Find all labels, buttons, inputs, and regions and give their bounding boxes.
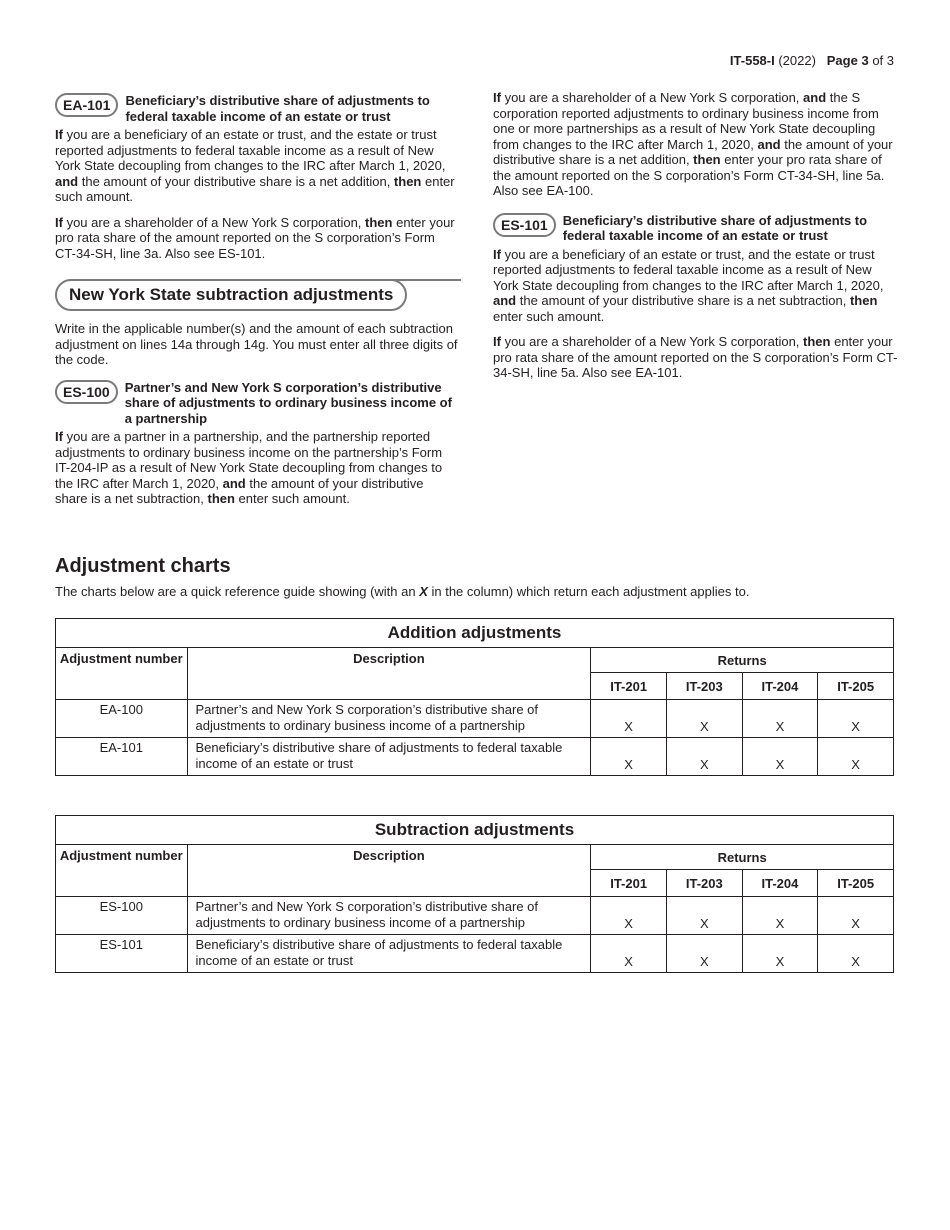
applies-mark: X: [818, 738, 894, 776]
es100-heading: [55, 380, 458, 427]
left-column: [55, 93, 458, 517]
form-year: (2022): [778, 53, 816, 68]
col-return-code: IT-201: [591, 870, 667, 897]
adjustment-number: ES-100: [56, 897, 188, 935]
applies-mark: X: [591, 935, 667, 973]
es100-code-badge: ES-100: [55, 380, 118, 404]
col-returns: Returns: [591, 845, 894, 870]
ea101-paragraph-1: If you are a beneficiary of an estate or trust, and the estate or trust reported adjustments to federal taxable income as a result of New York State decoupling from changes to the IRC after March 1, 2020, and the amount of your distributive share is a net addition, then enter such amount.: [55, 127, 455, 204]
applies-mark: X: [742, 700, 818, 738]
ea101-heading: [55, 93, 458, 124]
applies-mark: X: [742, 738, 818, 776]
page-header: [730, 53, 894, 68]
page-of: of 3: [872, 53, 894, 68]
applies-mark: X: [742, 935, 818, 973]
applies-mark: X: [666, 897, 742, 935]
es101-title: Beneficiary’s distributive share of adjustments to federal taxable income of an estate or trust: [562, 212, 868, 243]
table-row: [56, 897, 894, 935]
applies-mark: X: [591, 700, 667, 738]
table-row: [56, 700, 894, 738]
subtraction-heading-label: New York State subtraction adjustments: [55, 279, 407, 311]
applies-mark: X: [591, 738, 667, 776]
applies-mark: X: [666, 738, 742, 776]
adjustment-description: Partner’s and New York S corporation’s distributive share of adjustments to ordinary business income of a partnership: [187, 897, 591, 935]
es100-title: Partner’s and New York S corporation’s distributive share of adjustments to ordinary business income of a partnership: [124, 379, 452, 426]
applies-mark: X: [818, 700, 894, 738]
col-description: Description: [187, 845, 591, 897]
es101-paragraph-2: If you are a shareholder of a New York S corporation, then enter your pro rata share of the amount reported on the S corporation’s Form CT-34-SH, line 5a. Also see EA-101.: [493, 334, 898, 380]
charts-intro: The charts below are a quick reference guide showing (with an X in the column) which return each adjustment applies to.: [55, 584, 750, 599]
col-returns: Returns: [591, 648, 894, 673]
col-return-code: IT-203: [666, 673, 742, 700]
es100-paragraph-2: If you are a shareholder of a New York S corporation, and the S corporation reported adjustments to ordinary business income from one or more partnerships as a result of New York State decoupling from changes to the IRC after March 1, 2020, and the amount of your distributive share is a net addition, then enter your pro rata share of the amount reported on the S corporation’s Form CT-34-SH, line 5a. Also see EA-100.: [493, 90, 893, 198]
col-description: Description: [187, 648, 591, 700]
table-row: [56, 935, 894, 973]
page-label: Page 3: [826, 53, 869, 68]
ea101-title: Beneficiary’s distributive share of adjustments to federal taxable income of an estate or trust: [125, 93, 430, 124]
col-return-code: IT-205: [818, 870, 894, 897]
col-adjustment-number: Adjustment number: [56, 845, 188, 897]
adjustment-description: Beneficiary’s distributive share of adjustments to federal taxable income of an estate or trust: [187, 935, 591, 973]
right-column: [493, 90, 898, 391]
adjustment-number: EA-100: [56, 700, 188, 738]
col-return-code: IT-205: [818, 673, 894, 700]
addition-table-title: Addition adjustments: [56, 619, 894, 648]
col-adjustment-number: Adjustment number: [56, 648, 188, 700]
table-row: [56, 738, 894, 776]
adjustment-description: Beneficiary’s distributive share of adjustments to federal taxable income of an estate or trust: [187, 738, 591, 776]
subtraction-intro: Write in the applicable number(s) and the amount of each subtraction adjustment on lines 14a through 14g. You must enter all three digits of the code.: [55, 321, 458, 367]
col-return-code: IT-204: [742, 870, 818, 897]
adjustment-description: Partner’s and New York S corporation’s distributive share of adjustments to ordinary business income of a partnership: [187, 700, 591, 738]
applies-mark: X: [591, 897, 667, 935]
col-return-code: IT-204: [742, 673, 818, 700]
charts-title: Adjustment charts: [55, 555, 231, 577]
applies-mark: X: [742, 897, 818, 935]
col-return-code: IT-201: [591, 673, 667, 700]
form-number: IT-558-I: [729, 53, 775, 68]
addition-adjustments-table: [55, 618, 894, 776]
col-return-code: IT-203: [666, 870, 742, 897]
ea101-paragraph-2: If you are a shareholder of a New York S corporation, then enter your pro rata share of the amount reported on the S corporation’s Form CT-34-SH, line 3a. Also see ES-101.: [55, 214, 455, 261]
applies-mark: X: [818, 897, 894, 935]
es100-paragraph-1: If you are a partner in a partnership, and the partnership reported adjustments to ordinary business income on the partnership’s Form IT-204-IP as a result of New York State decoupling from changes to the IRC after March 1, 2020, and the amount of your distributive share is a net subtraction, then enter such amount.: [55, 429, 443, 506]
subtraction-adjustments-table: [55, 815, 894, 973]
applies-mark: X: [818, 935, 894, 973]
es101-paragraph-1: If you are a beneficiary of an estate or trust, and the estate or trust reported adjustments to federal taxable income as a result of New York State decoupling from changes to the IRC after March 1, 2020, and the amount of your distributive share is a net subtraction, then enter such amount.: [493, 246, 884, 324]
subtraction-table-title: Subtraction adjustments: [56, 816, 894, 845]
adjustment-number: EA-101: [56, 738, 188, 776]
es101-code-badge: ES-101: [493, 213, 556, 237]
adjustment-number: ES-101: [56, 935, 188, 973]
subtraction-section-heading: [55, 279, 458, 309]
ea101-code-badge: EA-101: [55, 93, 118, 117]
applies-mark: X: [666, 700, 742, 738]
applies-mark: X: [666, 935, 742, 973]
es101-heading: [493, 213, 898, 244]
